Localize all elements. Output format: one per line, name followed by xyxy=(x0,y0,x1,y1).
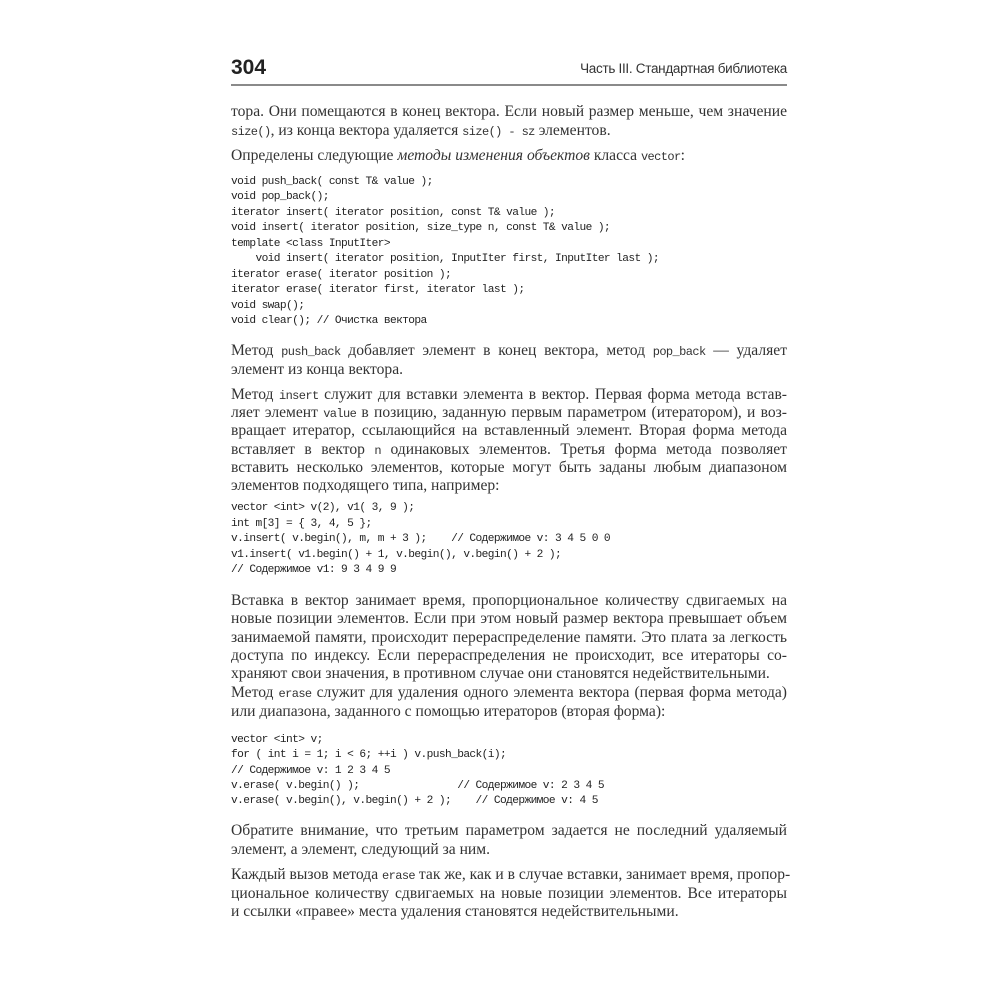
code-line: for ( int i = 1; i < 6; ++i ) v.push_back(i); xyxy=(231,749,507,762)
code-line: void clear(); // Очистка вектора xyxy=(231,315,427,328)
paragraph-line xyxy=(231,147,787,166)
paragraph-line xyxy=(231,441,787,460)
paragraph-line xyxy=(231,610,787,629)
inline-code: value xyxy=(323,407,357,422)
code-line: iterator erase( iterator first, iterator last ); xyxy=(231,284,525,297)
code-line: v.erase( v.begin() ); // Содержимое v: 2 3 4 5 xyxy=(231,779,604,792)
paragraph-line xyxy=(231,459,787,478)
code-line: int m[3] = { 3, 4, 5 }; xyxy=(231,517,372,530)
text-run: элемент из конца вектора. xyxy=(231,360,404,378)
paragraph-line xyxy=(231,703,787,722)
code-line: v.insert( v.begin(), m, m + 3 ); // Содержимое v: 3 4 5 0 0 xyxy=(231,533,611,545)
code-line: vector <int> v; xyxy=(231,734,323,746)
code-line: void pop_back(); xyxy=(231,191,329,204)
page-number: 304 xyxy=(231,56,267,79)
text-run: Определены следующие xyxy=(231,147,398,164)
paragraph-line xyxy=(231,629,787,648)
text-run: — удаляет xyxy=(705,342,788,359)
paragraph-line xyxy=(231,684,787,703)
code-line: // Содержимое v1: 9 3 4 9 9 xyxy=(231,564,397,576)
code-line: // Содержимое v: 1 2 3 4 5 xyxy=(231,764,390,777)
text-run: Метод xyxy=(231,684,279,701)
text-run: Обратите внимание, что третьим параметром задается не последний удаляемый xyxy=(231,822,787,839)
code-line: iterator erase( iterator position ); xyxy=(231,268,452,281)
text-run: , из конца вектора удаляется xyxy=(270,121,463,139)
text-run: в позицию, заданную первым параметром (итератором), и воз- xyxy=(356,404,787,422)
paragraph-line xyxy=(231,592,787,611)
paragraph-line xyxy=(231,404,787,423)
text-run: добавляет элемент в конец вектора, метод xyxy=(340,342,653,359)
text-run: служит для удаления одного элемента вектора (первая форма метода) xyxy=(311,684,788,701)
text-run: элементов. xyxy=(534,121,611,139)
inline-code: vector xyxy=(640,150,681,164)
paragraph-line xyxy=(231,903,787,922)
header-rule xyxy=(231,84,787,86)
text-run: так же, как и в случае вставки, занимает время, пропор- xyxy=(415,866,791,883)
paragraph-line xyxy=(231,885,787,904)
paragraph-line xyxy=(231,665,787,684)
code-line: void swap(); xyxy=(231,299,305,312)
text-run: : xyxy=(680,147,685,164)
text-run: или диапазона, заданного с помощью итераторов (вторая форма): xyxy=(231,702,666,720)
text-run: служит для вставки элемента в вектор. Первая форма метода встав- xyxy=(318,386,788,403)
text-run: ляет элемент xyxy=(231,404,324,422)
text-run: и ссылки «правее» места удаления становятся недействительными. xyxy=(231,903,679,921)
code-line: iterator insert( iterator position, const T& value ); xyxy=(231,206,556,219)
text-run: вставить несколько элементов, которые могут быть заданы любым диапазоном xyxy=(231,458,787,476)
code-line: v.erase( v.begin(), v.begin() + 2 ); // Содержимое v: 4 5 xyxy=(231,795,598,808)
text-run: Каждый вызов метода xyxy=(231,866,383,883)
text-run: вставляет в вектор xyxy=(231,440,375,458)
code-line: template <class InputIter> xyxy=(231,237,390,250)
code-line: void insert( iterator position, InputIter first, InputIter last ); xyxy=(231,253,659,266)
paragraph-line xyxy=(231,822,787,841)
paragraph-line xyxy=(231,122,787,141)
text-run: новые позиции элементов. Если при этом новый размер вектора превышает объем xyxy=(231,610,787,628)
text-run: занимаемой памяти, происходит перераспределение памяти. Это плата за легкость xyxy=(231,628,787,646)
text-run: вращает итератор, ссылающийся на вставленный элемент. Вторая форма метода xyxy=(231,422,787,440)
code-line: void push_back( const T& value ); xyxy=(231,176,433,188)
paragraph-line xyxy=(231,841,787,860)
code-line: void insert( iterator position, size_type n, const T& value ); xyxy=(231,222,611,235)
text-run: Метод xyxy=(231,342,282,359)
paragraph-line xyxy=(231,477,787,496)
italic-term: методы изменения объектов xyxy=(397,147,590,164)
text-run: циональное количеству сдвигаемых на новые позиции элементов. Все итераторы xyxy=(231,884,787,902)
paragraph-line xyxy=(231,386,787,405)
inline-code: push_back xyxy=(281,345,341,359)
text-run: Вставка в вектор занимает время, пропорциональное количеству сдвигаемых на xyxy=(231,592,787,609)
inline-code: n xyxy=(374,443,382,458)
inline-code: size() - sz xyxy=(462,124,535,139)
text-run: доступа по индексу. Если перераспределения не происходит, все итераторы со- xyxy=(231,646,787,664)
paragraph-line xyxy=(231,342,787,361)
inline-code: pop_back xyxy=(652,345,706,359)
inline-code: insert xyxy=(278,389,319,403)
text-run: элементов подходящего типа, например: xyxy=(231,477,500,494)
paragraph-line xyxy=(231,866,791,885)
inline-code: size() xyxy=(231,124,271,139)
code-line: v1.insert( v1.begin() + 1, v.begin(), v.begin() + 2 ); xyxy=(231,548,562,561)
inline-code: erase xyxy=(382,869,416,883)
text-run: тора. Они помещаются в конец вектора. Если новый размер меньше, чем значение xyxy=(231,103,787,120)
text-run: одинаковых элементов. Третья форма метода позволяет xyxy=(381,440,787,458)
paragraph-line xyxy=(231,422,787,441)
text-run: класса xyxy=(589,147,641,164)
paragraph-line xyxy=(231,361,787,380)
text-run: храняют свои значения, в противном случае они становятся недействительными. xyxy=(231,665,770,683)
paragraph-line xyxy=(231,647,787,666)
text-run: Метод xyxy=(231,386,279,403)
text-run: элемент, а элемент, следующий за ним. xyxy=(231,840,491,858)
paragraph-line xyxy=(231,103,787,122)
inline-code: erase xyxy=(278,687,312,701)
running-title: Часть III. Стандартная библиотека xyxy=(580,61,787,76)
code-line: vector <int> v(2), v1( 3, 9 ); xyxy=(231,502,415,514)
